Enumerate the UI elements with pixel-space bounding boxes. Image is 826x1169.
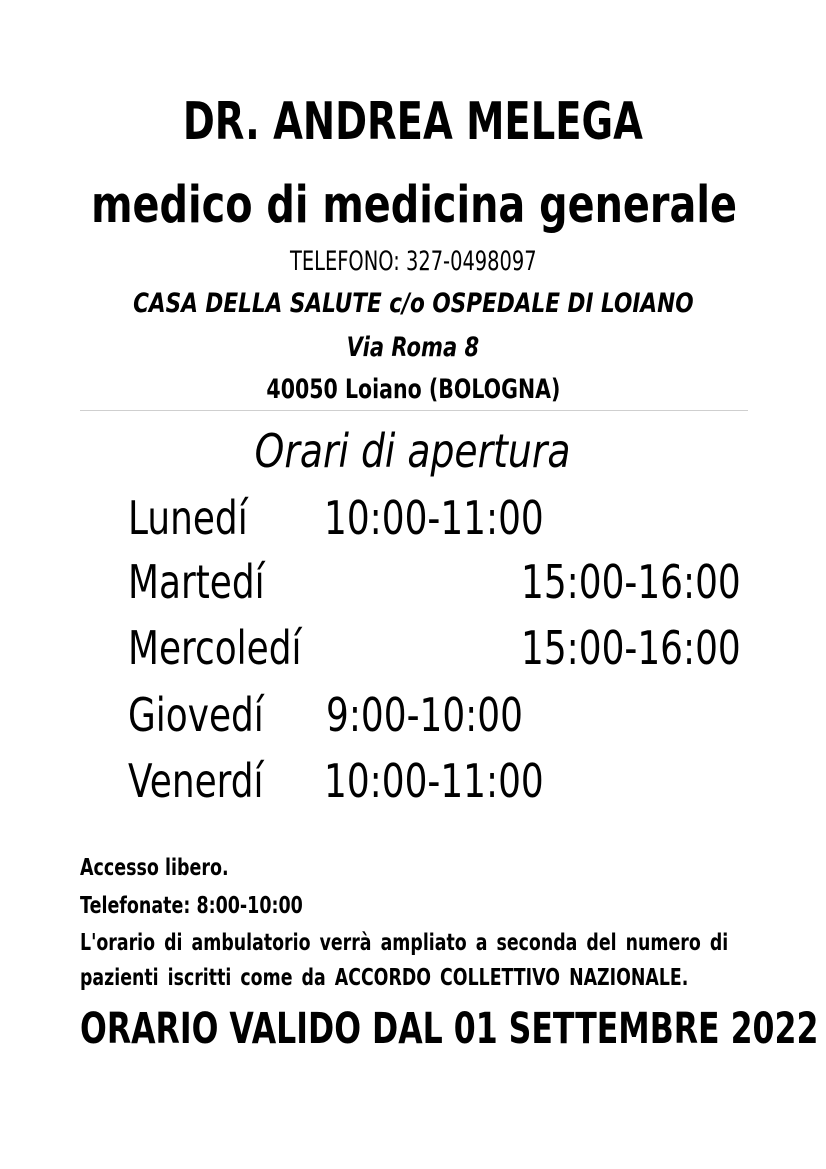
doctor-name-text: DR. ANDREA MELEGA — [182, 92, 644, 152]
facility-name-text: CASA DELLA SALUTE c/o OSPEDALE DI LOIANO — [132, 288, 694, 319]
schedule-time: 10:00-11:00 — [324, 491, 544, 545]
validity-notice — [80, 1000, 826, 1058]
schedule-time: 10:00-11:00 — [324, 754, 544, 808]
doctor-name — [0, 90, 826, 154]
validity-notice-text: ORARIO VALIDO DAL 01 SETTEMBRE 2022 — [80, 1004, 819, 1054]
header-divider — [80, 410, 748, 411]
schedule-time: 9:00-10:00 — [326, 688, 523, 742]
extension-note-line-2-text: pazienti iscritti come da ACCORDO COLLETTIVO NAZIONALE. — [80, 965, 689, 991]
street-address-text: Via Roma 8 — [346, 332, 480, 363]
schedule-row-friday — [0, 751, 826, 817]
street-address — [0, 330, 826, 366]
calls-note — [80, 890, 373, 922]
facility-name — [0, 286, 826, 322]
access-note-text: Accesso libero. — [80, 855, 229, 881]
city-address-text: 40050 Loiano (BOLOGNA) — [266, 374, 560, 405]
city-address — [0, 372, 826, 408]
schedule-day: Giovedí — [128, 688, 264, 742]
opening-hours-title-text: Orari di apertura — [255, 424, 571, 478]
doctor-role-text: medico di medicina generale — [91, 176, 737, 235]
schedule-day: Venerdí — [128, 754, 264, 808]
schedule-row-wednesday — [0, 618, 826, 684]
phone-number-text: TELEFONO: 327-0498097 — [289, 246, 537, 277]
extension-note-line-2 — [80, 962, 748, 994]
access-note — [80, 852, 276, 884]
schedule-time: 15:00-16:00 — [521, 555, 741, 609]
extension-note-line-1-text: L'orario di ambulatorio verrà ampliato a seconda del numero di — [80, 930, 729, 956]
schedule-day: Mercoledí — [128, 621, 302, 675]
schedule-time: 15:00-16:00 — [521, 621, 741, 675]
calls-note-text: Telefonate: 8:00-10:00 — [80, 893, 303, 919]
extension-note-line-1 — [80, 927, 748, 959]
schedule-row-monday — [0, 488, 826, 554]
doctor-role — [0, 174, 826, 238]
schedule-row-tuesday — [0, 552, 826, 618]
schedule-day: Lunedí — [128, 491, 248, 545]
schedule-day: Martedí — [128, 555, 265, 609]
schedule-row-thursday — [0, 685, 826, 751]
phone-number — [0, 244, 826, 280]
opening-hours-title — [0, 422, 826, 480]
